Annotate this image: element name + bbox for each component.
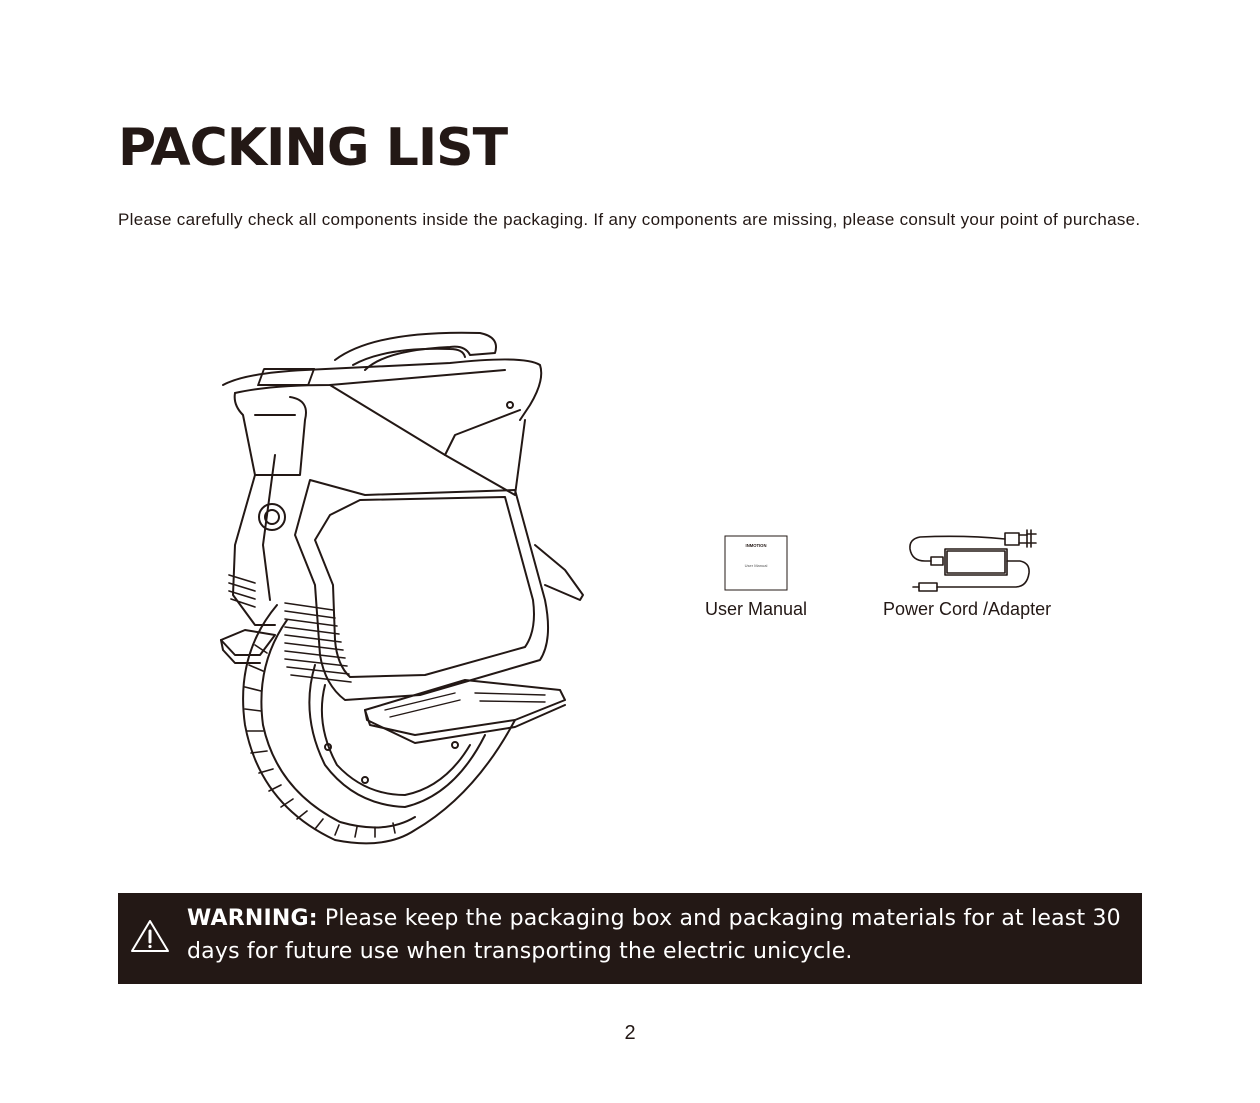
warning-box [118, 893, 1142, 984]
intro-text: Please carefully check all components inside the packaging. If any components are missing, please consult your point of purchase. [118, 210, 1141, 229]
warning-label: WARNING: [187, 906, 318, 931]
page-number: 2 [624, 1022, 636, 1044]
manual-icon [724, 535, 790, 593]
warning-message [187, 902, 1127, 968]
page-title: PACKING LIST [118, 118, 508, 178]
adapter-caption: Power Cord /Adapter [883, 599, 1052, 619]
warning-body: Please keep the packaging box and packaging materials for at least 30 days for future use when transporting the electric unicycle. [187, 906, 1121, 964]
manual-caption: User Manual [705, 599, 808, 619]
manual-cover-title: User Manual [744, 563, 768, 568]
manual-cover-brand: INMOTION [745, 543, 767, 548]
electric-unicycle-illustration [215, 325, 590, 850]
power-adapter-icon [905, 525, 1040, 595]
warning-triangle-icon [130, 918, 170, 954]
